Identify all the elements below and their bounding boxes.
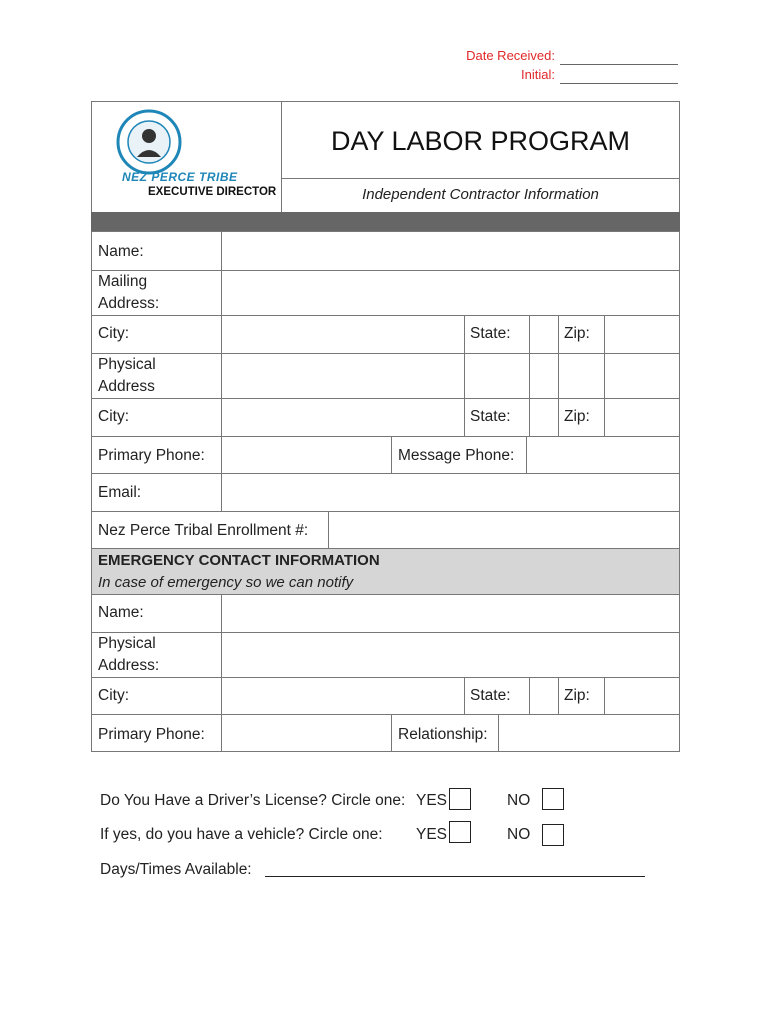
enrollment-input[interactable] — [328, 511, 680, 549]
em-physical-label-1: Physical — [98, 635, 156, 652]
physical-blank-cell-1 — [464, 353, 530, 399]
page-subtitle: Independent Contractor Information — [362, 186, 599, 203]
availability-input-line[interactable] — [265, 876, 645, 877]
license-yes-checkbox[interactable] — [449, 788, 471, 810]
initial-label: Initial: — [521, 67, 555, 82]
availability-label: Days/Times Available: — [100, 861, 252, 878]
em-physical-address-input[interactable] — [221, 632, 680, 678]
em-zip-label: Zip: — [564, 687, 590, 704]
enrollment-label: Nez Perce Tribal Enrollment #: — [98, 522, 309, 539]
date-received-label: Date Received: — [466, 48, 555, 63]
vehicle-question: If yes, do you have a vehicle? Circle one: — [100, 826, 383, 843]
relationship-input[interactable] — [498, 714, 680, 752]
physical-state-label: State: — [470, 408, 511, 425]
physical-zip-label: Zip: — [564, 408, 590, 425]
physical-state-input[interactable] — [529, 398, 559, 437]
name-label: Name: — [98, 243, 144, 260]
mailing-state-input[interactable] — [529, 315, 559, 354]
em-city-input[interactable] — [221, 677, 465, 715]
mailing-zip-input[interactable] — [604, 315, 680, 354]
license-no-label: NO — [507, 792, 531, 809]
section-divider — [91, 212, 680, 232]
em-city-label: City: — [98, 687, 129, 704]
title-cell — [281, 101, 680, 179]
emergency-heading: EMERGENCY CONTACT INFORMATION — [98, 552, 380, 569]
physical-blank-cell-4 — [604, 353, 680, 399]
vehicle-yes-checkbox[interactable] — [449, 821, 471, 843]
em-name-label: Name: — [98, 604, 144, 621]
vehicle-no-label: NO — [507, 826, 531, 843]
emergency-subheading: In case of emergency so we can notify — [98, 574, 354, 591]
logo-cell — [91, 101, 282, 213]
date-received-field[interactable] — [560, 63, 678, 65]
physical-blank-cell-3 — [558, 353, 605, 399]
em-name-input[interactable] — [221, 594, 680, 633]
physical-city-label: City: — [98, 408, 129, 425]
name-input[interactable] — [221, 231, 680, 271]
em-physical-label-2: Address: — [98, 657, 160, 674]
physical-city-input[interactable] — [221, 398, 465, 437]
initial-field[interactable] — [560, 82, 678, 84]
em-phone-label: Primary Phone: — [98, 726, 205, 743]
physical-address-input[interactable] — [221, 353, 465, 399]
email-input[interactable] — [221, 473, 680, 512]
primary-phone-label: Primary Phone: — [98, 447, 205, 464]
mailing-label-2: Address: — [98, 295, 160, 312]
tribal-seal-icon — [107, 107, 207, 177]
physical-blank-cell-2 — [529, 353, 559, 399]
physical-label-1: Physical — [98, 356, 156, 373]
vehicle-yes-label: YES — [416, 826, 448, 843]
em-state-input[interactable] — [529, 677, 559, 715]
license-yes-label: YES — [416, 792, 448, 809]
em-zip-input[interactable] — [604, 677, 680, 715]
message-phone-input[interactable] — [526, 436, 680, 474]
primary-phone-input[interactable] — [221, 436, 392, 474]
vehicle-no-checkbox[interactable] — [542, 824, 564, 846]
em-phone-input[interactable] — [221, 714, 392, 752]
physical-zip-input[interactable] — [604, 398, 680, 437]
message-phone-label: Message Phone: — [398, 447, 515, 464]
mailing-label-1: Mailing — [98, 273, 148, 290]
mailing-city-input[interactable] — [221, 315, 465, 354]
org-name: NEZ PERCE TRIBE — [122, 170, 238, 184]
email-label: Email: — [98, 484, 142, 501]
mailing-zip-label: Zip: — [564, 325, 590, 342]
subtitle-cell — [281, 178, 680, 213]
mailing-city-label: City: — [98, 325, 129, 342]
page-title: DAY LABOR PROGRAM — [330, 126, 631, 156]
license-no-checkbox[interactable] — [542, 788, 564, 810]
office-name: EXECUTIVE DIRECTOR — [148, 186, 277, 198]
relationship-label: Relationship: — [398, 726, 488, 743]
em-state-label: State: — [470, 687, 511, 704]
mailing-address-input[interactable] — [221, 270, 680, 316]
mailing-state-label: State: — [470, 325, 511, 342]
physical-label-2: Address — [98, 378, 155, 395]
license-question: Do You Have a Driver’s License? Circle one: — [100, 792, 406, 809]
